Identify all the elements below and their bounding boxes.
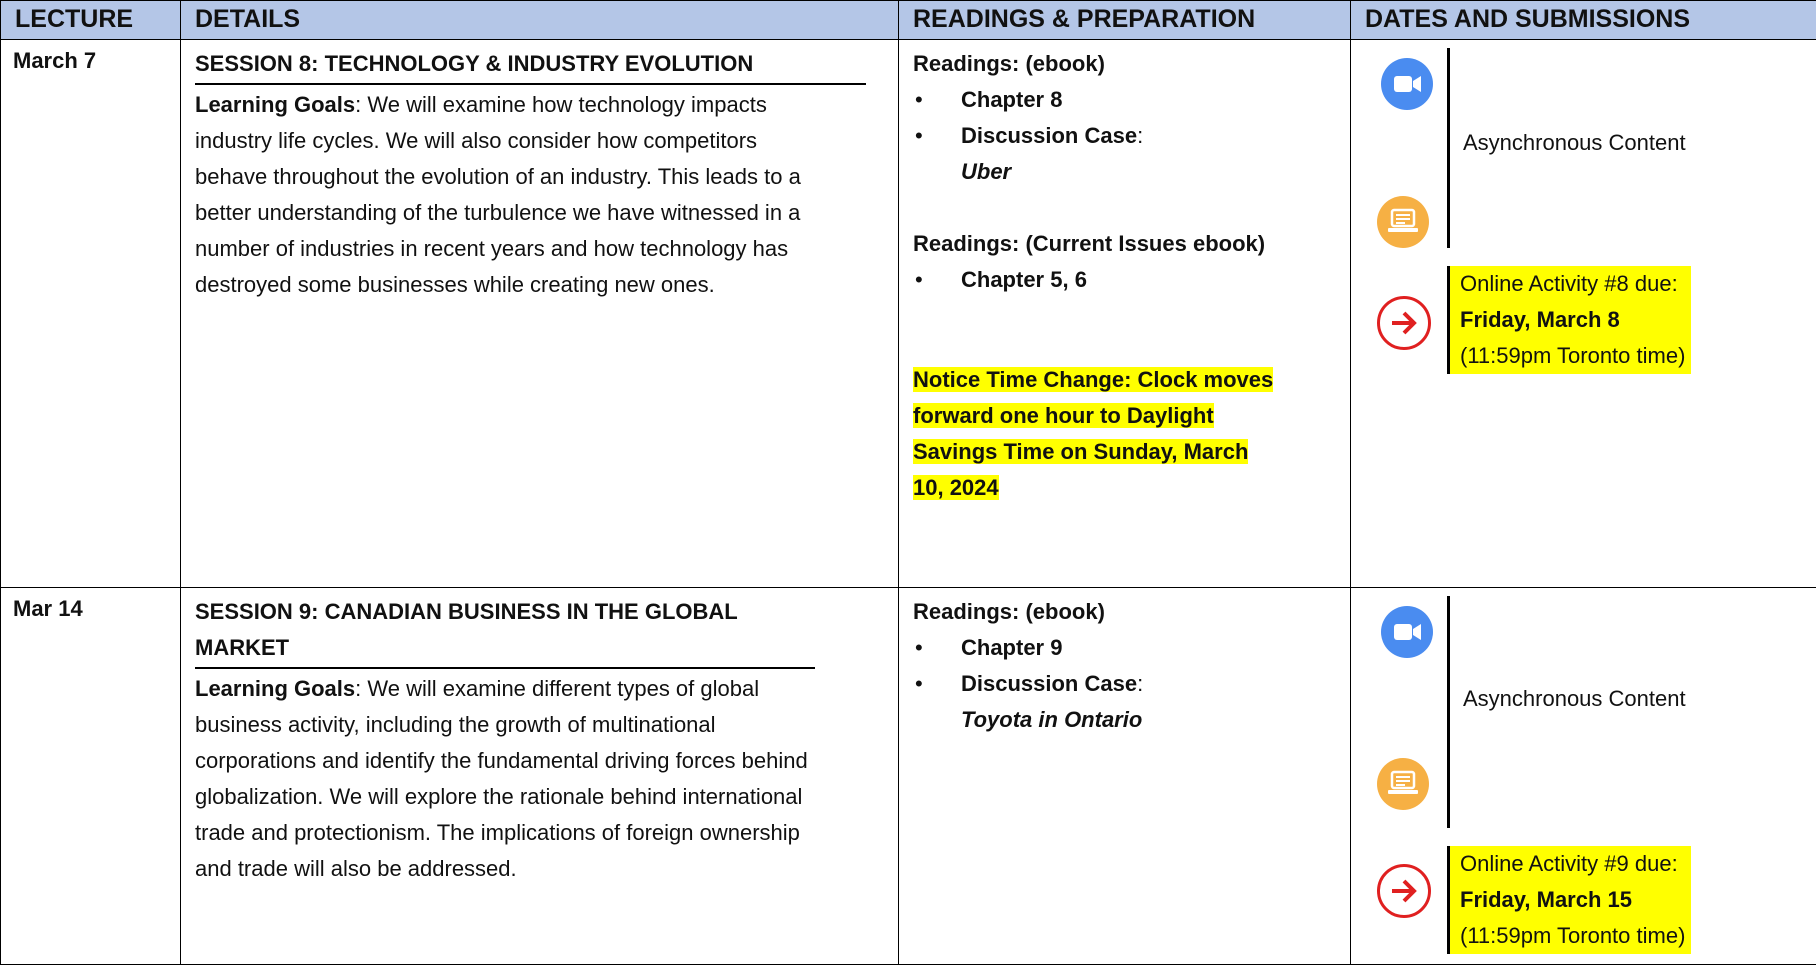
discussion-case-label: Discussion Case <box>961 123 1137 148</box>
notice-line: 10, 2024 <box>913 475 999 500</box>
readings-cell <box>899 40 1351 588</box>
activity-due-box <box>1447 846 1691 954</box>
activity-due-date: Friday, March 15 <box>1460 887 1632 912</box>
table-row <box>1 588 1816 965</box>
discussion-case-item <box>913 118 1336 190</box>
readings-heading: Readings: (ebook) <box>913 594 1336 630</box>
discussion-case-label: Discussion Case <box>961 671 1137 696</box>
discussion-case-colon: : <box>1137 123 1143 148</box>
notice-line: Savings Time on Sunday, March <box>913 439 1248 464</box>
laptop-icon[interactable] <box>1377 758 1429 810</box>
divider-line <box>1447 596 1450 828</box>
activity-due-date: Friday, March 8 <box>1460 307 1620 332</box>
arrow-right-circle-icon[interactable] <box>1377 296 1431 350</box>
readings-cell <box>899 588 1351 965</box>
learning-goals <box>195 669 815 887</box>
video-camera-icon[interactable] <box>1381 58 1433 110</box>
discussion-case-name: Uber <box>961 159 1011 184</box>
session-title: SESSION 9: CANADIAN BUSINESS IN THE GLOBAL MARKET <box>195 594 815 669</box>
activity-due-time: (11:59pm Toronto time) <box>1460 343 1685 368</box>
time-change-notice <box>913 362 1336 506</box>
details-cell <box>181 40 899 588</box>
activity-due-time: (11:59pm Toronto time) <box>1460 923 1685 948</box>
readings-heading: Readings: (ebook) <box>913 46 1336 82</box>
lecture-date: March 7 <box>1 40 181 588</box>
header-dates: DATES AND SUBMISSIONS <box>1351 1 1816 40</box>
divider-line <box>1447 48 1450 248</box>
asynchronous-content-label: Asynchronous Content <box>1463 128 1686 158</box>
dates-cell <box>1351 588 1816 965</box>
readings-heading: Readings: (Current Issues ebook) <box>913 226 1336 262</box>
activity-due-title: Online Activity #9 due: <box>1460 851 1678 876</box>
notice-line: forward one hour to Daylight <box>913 403 1214 428</box>
learning-goals-text: : We will examine different types of global business activity, including the growth of multinational corporations and identify the fundamental driving forces behind globalization. We will explore the rationale behind international trade and protectionism. The implications of foreign ownership and trade will also be addressed. <box>195 676 808 881</box>
notice-line: Notice Time Change: Clock moves <box>913 367 1273 392</box>
activity-due-title: Online Activity #8 due: <box>1460 271 1678 296</box>
header-lecture: LECTURE <box>1 1 181 40</box>
reading-item: • Chapter 8 <box>913 82 1336 118</box>
details-cell <box>181 588 899 965</box>
learning-goals <box>195 85 815 303</box>
table-row <box>1 40 1816 588</box>
learning-goals-label: Learning Goals <box>195 92 355 117</box>
session-title: SESSION 8: TECHNOLOGY & INDUSTRY EVOLUTION <box>195 46 866 85</box>
discussion-case-item <box>913 666 1336 738</box>
readings-list <box>913 630 1336 738</box>
arrow-right-circle-icon[interactable] <box>1377 864 1431 918</box>
header-details: DETAILS <box>181 1 899 40</box>
reading-item: • Chapter 9 <box>913 630 1336 666</box>
header-readings: READINGS & PREPARATION <box>899 1 1351 40</box>
discussion-case-colon: : <box>1137 671 1143 696</box>
video-camera-icon[interactable] <box>1381 606 1433 658</box>
lecture-date: Mar 14 <box>1 588 181 965</box>
laptop-icon[interactable] <box>1377 196 1429 248</box>
reading-item: • Chapter 5, 6 <box>913 262 1336 298</box>
readings-list <box>913 262 1336 298</box>
asynchronous-content-label: Asynchronous Content <box>1463 684 1686 714</box>
activity-due-box <box>1447 266 1691 374</box>
discussion-case-name: Toyota in Ontario <box>961 707 1142 732</box>
dates-cell <box>1351 40 1816 588</box>
header-row <box>1 1 1816 40</box>
learning-goals-label: Learning Goals <box>195 676 355 701</box>
learning-goals-text: : We will examine how technology impacts industry life cycles. We will also consider how competitors behave throughout the evolution of an industry. This leads to a better understanding of the turbulence we have witnessed in a number of industries in recent years and how technology has destroyed some businesses while creating new ones. <box>195 92 801 297</box>
readings-list <box>913 82 1336 190</box>
